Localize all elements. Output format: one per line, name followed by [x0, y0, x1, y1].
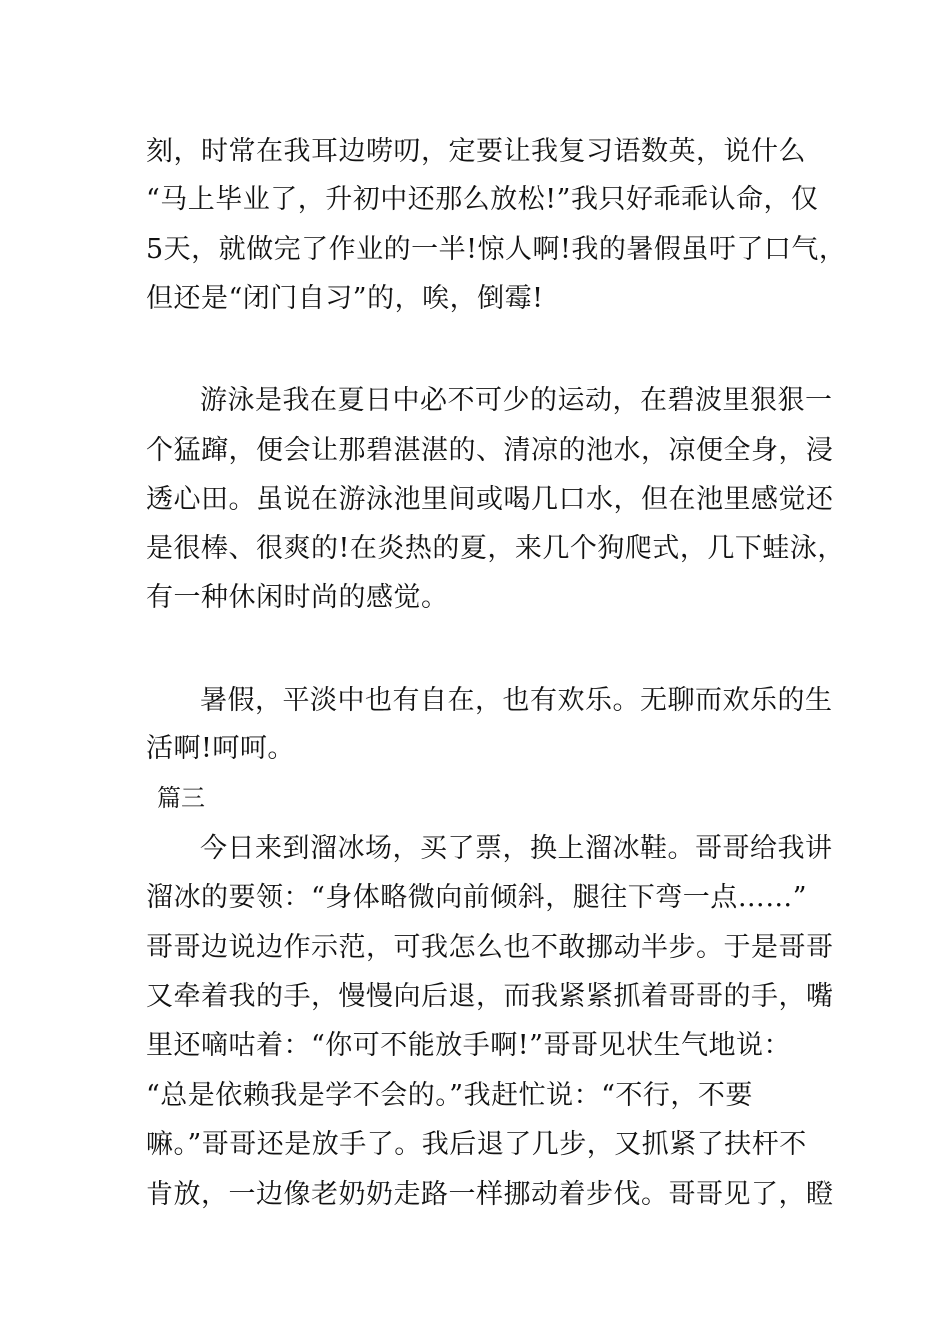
paragraph-2-line-4: 是很棒、很爽的!在炎热的夏，来几个狗爬式，几下蛙泳， — [146, 533, 845, 564]
paragraph-4-line-3: 哥哥边说边作示范，可我怎么也不敢挪动半步。于是哥哥 — [146, 932, 834, 963]
paragraph-1-line-3: 5天，就做完了作业的一半!惊人啊!我的暑假虽吁了口气， — [146, 234, 847, 265]
paragraph-4-line-4: 又牵着我的手，慢慢向后退，而我紧紧抓着哥哥的手，嘴 — [146, 981, 834, 1012]
paragraph-4-line-5: 里还嘀咕着：“你可不能放手啊!”哥哥见状生气地说： — [146, 1030, 791, 1061]
paragraph-3-line-1: 暑假，平淡中也有自在，也有欢乐。无聊而欢乐的生 — [200, 685, 833, 716]
paragraph-4-line-6: “总是依赖我是学不会的。”我赶忙说：“不行，不要 — [146, 1080, 753, 1111]
paragraph-2-line-5: 有一种休闲时尚的感觉。 — [146, 582, 449, 613]
paragraph-4-line-1: 今日来到溜冰场，买了票，换上溜冰鞋。哥哥给我讲 — [200, 833, 833, 864]
paragraph-4-line-8: 肯放，一边像老奶奶走路一样挪动着步伐。哥哥见了，瞪 — [146, 1179, 834, 1210]
paragraph-3-line-2: 活啊!呵呵。 — [146, 733, 295, 764]
paragraph-2-line-3: 透心田。虽说在游泳池里间或喝几口水，但在池里感觉还 — [146, 484, 834, 515]
paragraph-1-line-4: 但还是“闭门自习”的，唉，倒霉! — [146, 283, 544, 314]
paragraph-4-line-2: 溜冰的要领：“身体略微向前倾斜，腿往下弯一点……” — [146, 882, 808, 913]
paragraph-4-line-7: 嘛。”哥哥还是放手了。我后退了几步，又抓紧了扶杆不 — [146, 1129, 807, 1160]
paragraph-1-line-2: “马上毕业了，升初中还那么放松!”我只好乖乖认命，仅 — [146, 184, 819, 215]
paragraph-1-line-1: 刻，时常在我耳边唠叨，定要让我复习语数英，说什么 — [146, 136, 806, 167]
section-heading: 篇三 — [157, 784, 205, 812]
paragraph-2-line-1: 游泳是我在夏日中必不可少的运动，在碧波里狠狠一 — [200, 385, 833, 416]
paragraph-2-line-2: 个猛蹿，便会让那碧湛湛的、清凉的池水，凉便全身，浸 — [146, 435, 834, 466]
